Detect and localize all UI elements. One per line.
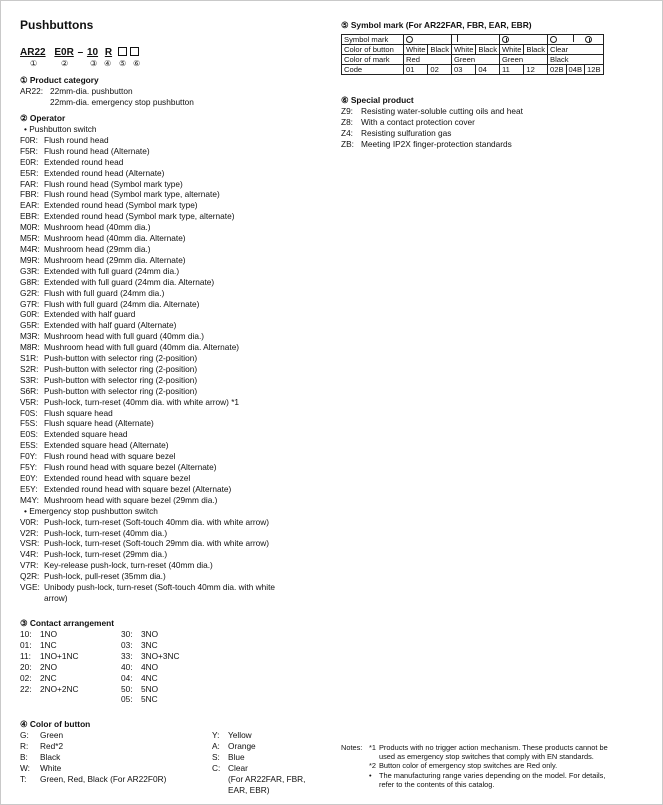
item-key: F5Y: — [20, 462, 38, 473]
operator-item — [20, 386, 340, 397]
item-key: M3R: — [20, 331, 40, 342]
table-cell: Black — [476, 45, 500, 55]
notes — [341, 743, 641, 789]
operator-item — [20, 560, 340, 571]
item-key: F0R: — [20, 134, 38, 145]
table-cell: 01 — [404, 65, 428, 75]
item-key: 03: — [121, 639, 133, 650]
item-value: Flush round head — [44, 134, 109, 145]
item-value: 2NO — [40, 661, 58, 672]
table-cell: Red — [404, 55, 452, 65]
code-box-6 — [130, 47, 139, 56]
item-value: Green, Red, Black (For AR22F0R) — [40, 773, 167, 784]
item-key: FBR: — [20, 189, 39, 200]
item-key: • — [369, 770, 372, 780]
note-item — [369, 771, 608, 780]
operator-item — [20, 571, 340, 582]
item-key — [20, 593, 44, 604]
table-row — [342, 45, 604, 55]
item-key: M8R: — [20, 342, 40, 353]
operator-item — [20, 593, 340, 604]
table-cell: Clear — [548, 45, 604, 55]
table-row — [342, 65, 604, 75]
color-item — [20, 730, 166, 741]
item-value: Flush square head (Alternate) — [44, 418, 154, 429]
item-key: Z8: — [341, 116, 353, 127]
operator-item — [20, 244, 340, 255]
code-num: ① — [30, 59, 38, 68]
item-value: Meeting IP2X finger-protection standards — [361, 138, 512, 149]
item-key: G5R: — [20, 320, 40, 331]
item-value: The manufacturing range varies depending on the model. For details, — [379, 770, 606, 780]
operator-item — [20, 146, 340, 157]
section-product-category — [20, 75, 330, 108]
operator-item — [20, 484, 340, 495]
item-value: Orange — [228, 740, 256, 751]
item-key: VGE: — [20, 582, 40, 593]
code-dash: – — [77, 47, 84, 58]
operator-item — [20, 320, 340, 331]
item-key: F5R: — [20, 145, 38, 156]
note-item — [369, 761, 608, 770]
symbol-cell — [548, 35, 604, 45]
operator-item — [20, 549, 340, 560]
color-item — [212, 741, 305, 752]
section-heading-symbol-mark: ⑤ Symbol mark (For AR22FAR, FBR, EAR, EBR) — [341, 20, 532, 30]
item-key — [212, 785, 228, 796]
contact-item — [121, 662, 180, 673]
item-value: EAR, EBR) — [228, 784, 270, 795]
item-key: ZB: — [341, 138, 354, 149]
item-key: Q2R: — [20, 571, 40, 582]
contact-item — [121, 629, 180, 640]
item-key: FAR: — [20, 178, 39, 189]
table-row — [342, 55, 604, 65]
item-key: W: — [20, 762, 30, 773]
operator-item — [20, 331, 340, 342]
item-key: G: — [20, 730, 29, 740]
item-key — [212, 774, 228, 785]
item-value: Key-release push-lock, turn-reset (40mm dia.) — [44, 560, 213, 571]
item-value: refer to the contents of this catalog. — [379, 779, 495, 789]
operator-item — [20, 168, 340, 179]
item-value: Flush round head with square bezel — [44, 451, 176, 462]
item-value: Extended with full guard (24mm dia.) — [44, 265, 180, 276]
color-item — [212, 785, 305, 796]
item-key: E0R: — [20, 156, 39, 167]
item-key: S1R: — [20, 353, 39, 364]
color-item — [20, 763, 166, 774]
item-value: Mushroom head with full guard (40mm dia. Alternate) — [44, 342, 240, 353]
item-key: M4R: — [20, 243, 40, 254]
item-value: Extended with half guard — [44, 309, 136, 320]
subheading-pushbutton-switch: • Pushbutton switch — [24, 124, 97, 134]
item-value: Push-lock, turn-reset (29mm dia.) — [44, 549, 168, 560]
code-part-4: R — [104, 47, 113, 58]
item-value: Extended round head with square bezel — [44, 473, 191, 483]
item-value: Red*2 — [40, 740, 64, 751]
contact-item — [20, 651, 79, 662]
item-value: 2NC — [40, 672, 57, 683]
item-value: Flush round head (Symbol mark type) — [44, 178, 183, 189]
contact-item — [20, 684, 79, 695]
row-label: Code — [342, 65, 404, 75]
item-key: 10: — [20, 629, 32, 639]
code-part-1: AR22 — [20, 47, 46, 58]
code-num: ④ — [104, 59, 112, 68]
item-key: EBR: — [20, 211, 40, 222]
item-key: F5S: — [20, 418, 38, 429]
contact-item — [121, 651, 180, 662]
item-value: Yellow — [228, 730, 252, 740]
code-numbers — [20, 59, 160, 69]
operator-item — [20, 255, 340, 266]
table-cell: 12B — [585, 65, 604, 75]
section-color-of-button — [20, 719, 340, 800]
item-value: Blue — [228, 751, 245, 762]
section-heading: ④ Color of button — [20, 719, 91, 729]
item-key: M0R: — [20, 222, 40, 233]
item-value: Extended round head — [44, 156, 124, 167]
contact-item — [20, 629, 79, 640]
operator-item — [20, 429, 340, 440]
item-key: V5R: — [20, 396, 39, 407]
operator-item — [20, 266, 340, 277]
item-value: Flush round head (Symbol mark type, alternate) — [44, 189, 220, 200]
item-key: 02: — [20, 672, 32, 683]
item-key: G3R: — [20, 265, 40, 276]
circle-symbol-icon — [406, 36, 413, 43]
operator-item — [20, 375, 340, 386]
row-label: Color of button — [342, 45, 404, 55]
symbol-mark-table — [341, 34, 604, 75]
section-heading: ② Operator — [20, 113, 66, 123]
item-key: S6R: — [20, 385, 39, 396]
operator-item — [20, 277, 340, 288]
item-key: G2R: — [20, 287, 40, 298]
item-value: Push-button with selector ring (2-position) — [44, 353, 198, 364]
item-key — [369, 780, 379, 789]
item-value: 3NC — [141, 639, 158, 650]
contact-item — [121, 640, 180, 651]
item-key: B: — [20, 751, 28, 762]
color-item — [212, 763, 305, 774]
operator-item — [20, 288, 340, 299]
item-key: F0S: — [20, 407, 38, 418]
item-value: Resisting sulfuration gas — [361, 127, 452, 138]
item-value: 2NO+2NC — [40, 683, 79, 694]
item-value: Push-lock, turn-reset (40mm dia. with white arrow) *1 — [44, 396, 240, 407]
item-value: 5NC — [141, 694, 158, 705]
item-value: used as emergency stop switches that comply with EN standards. — [379, 752, 594, 762]
item-key: 40: — [121, 661, 133, 672]
section-heading: ③ Contact arrangement — [20, 618, 115, 628]
item-key — [369, 752, 379, 761]
operator-item — [20, 538, 340, 549]
item-value: 3NO — [141, 629, 159, 639]
code-part-3: 10 — [86, 47, 99, 58]
item-key: E5R: — [20, 167, 39, 178]
operator-item — [20, 179, 340, 190]
model-code — [20, 47, 139, 59]
section-contact-arrangement — [20, 618, 320, 707]
item-key: S: — [212, 751, 220, 762]
item-value: Extended round head (Alternate) — [44, 167, 165, 178]
note-item — [369, 780, 608, 789]
contact-item — [121, 694, 180, 705]
item-key: EAR: — [20, 200, 40, 211]
operator-item — [20, 364, 340, 375]
item-key: 11: — [20, 650, 31, 661]
row-label: Symbol mark — [342, 35, 404, 45]
color-item — [212, 752, 305, 763]
item-value: Clear — [228, 762, 248, 773]
item-key: 05: — [121, 694, 133, 705]
table-row — [342, 35, 604, 45]
code-num: ⑤ — [119, 59, 127, 68]
code-box-5 — [118, 47, 127, 56]
code-num: ⑥ — [133, 59, 141, 68]
table-cell: Black — [524, 45, 548, 55]
table-cell: Black — [428, 45, 452, 55]
item-key: V0R: — [20, 516, 39, 527]
contact-item — [121, 673, 180, 684]
section-heading: ① Product category — [20, 75, 99, 85]
item-value: Extended round head with square bezel (Alternate) — [44, 483, 232, 494]
item-key: C: — [212, 762, 221, 773]
note-item — [369, 743, 608, 752]
operator-item — [20, 189, 340, 200]
item-value: With a contact protection cover — [361, 116, 475, 127]
item-value: 4NO — [141, 661, 159, 672]
item-key: 22: — [20, 683, 32, 694]
item-key: M9R: — [20, 254, 40, 265]
item-value: Extended round head (Symbol mark type) — [44, 200, 198, 211]
item-value: arrow) — [44, 592, 68, 603]
item-value: Flush with full guard (24mm dia.) — [44, 287, 165, 298]
contact-item — [20, 662, 79, 673]
item-value: 1NO+1NC — [40, 650, 79, 661]
item-value: Resisting water-soluble cutting oils and heat — [361, 106, 523, 116]
list-item: 22mm-dia. emergency stop pushbutton — [50, 96, 194, 107]
item-key: 01: — [20, 639, 32, 650]
special-item — [341, 139, 641, 150]
item-key: G8R: — [20, 276, 40, 287]
row-label: Color of mark — [342, 55, 404, 65]
operator-item — [20, 353, 340, 364]
color-item — [20, 741, 166, 752]
item-key: V7R: — [20, 560, 39, 571]
item-value: Mushroom head (29mm dia. Alternate) — [44, 254, 186, 265]
item-key: R: — [20, 740, 29, 751]
color-item — [212, 774, 305, 785]
item-key: 30: — [121, 629, 133, 639]
item-value: Mushroom head (29mm dia.) — [44, 243, 151, 254]
item-value: White — [40, 762, 62, 773]
item-key: Z4: — [341, 127, 353, 138]
operator-item — [20, 462, 340, 473]
operator-item — [20, 495, 340, 506]
color-item — [20, 774, 166, 785]
table-cell: 04B — [566, 65, 585, 75]
item-value: Unibody push-lock, turn-reset (Soft-touch 40mm dia. with white — [44, 582, 276, 593]
operator-item — [20, 233, 340, 244]
item-value: Extended square head — [44, 429, 128, 440]
item-value: Mushroom head (40mm dia.) — [44, 222, 151, 233]
operator-item — [20, 135, 340, 146]
table-cell: 03 — [452, 65, 476, 75]
item-key: G7R: — [20, 298, 40, 309]
item-value: Flush round head with square bezel (Alternate) — [44, 462, 217, 473]
item-key: S2R: — [20, 363, 39, 374]
bar-symbol-icon — [573, 35, 574, 42]
item-key: *2 — [369, 761, 376, 771]
section-heading: ⑥ Special product — [341, 95, 414, 105]
table-cell: 04 — [476, 65, 500, 75]
item-key: E0S: — [20, 429, 38, 440]
item-value: Mushroom head with square bezel (29mm dia.) — [44, 494, 218, 505]
operator-item — [20, 418, 340, 429]
item-value: Push-button with selector ring (2-position) — [44, 385, 198, 396]
item-key: A: — [212, 740, 220, 751]
table-cell: Black — [548, 55, 604, 65]
special-item — [341, 106, 641, 117]
item-value: Push-lock, turn-reset (Soft-touch 40mm dia. with white arrow) — [44, 516, 270, 527]
operator-item — [20, 582, 340, 593]
table-cell: White — [452, 45, 476, 55]
item-key: VSR: — [20, 538, 40, 549]
item-value: 5NO — [141, 683, 159, 694]
item-value: Mushroom head with full guard (40mm dia.) — [44, 331, 205, 342]
item-value: Flush round head (Alternate) — [44, 145, 150, 156]
operator-item — [20, 517, 340, 528]
symbol-cell — [404, 35, 452, 45]
item-value: Button color of emergency stop switches are Red only. — [379, 761, 558, 771]
note-item — [369, 752, 608, 761]
special-item — [341, 117, 641, 128]
operator-item — [20, 211, 340, 222]
item-value: Push-button with selector ring (2-position) — [44, 374, 198, 385]
table-cell: 12 — [524, 65, 548, 75]
power-symbol-icon — [585, 36, 592, 43]
table-cell: White — [404, 45, 428, 55]
item-key: M5R: — [20, 233, 40, 244]
operator-item — [20, 528, 340, 539]
item-value: (For AR22FAR, FBR, — [228, 773, 306, 784]
item-key: V2R: — [20, 527, 39, 538]
contact-item — [20, 673, 79, 684]
item-key: 04: — [121, 672, 133, 683]
circle-symbol-icon — [550, 36, 557, 43]
item-value: Extended square head (Alternate) — [44, 440, 169, 451]
symbol-cell — [500, 35, 548, 45]
item-key: E0Y: — [20, 473, 38, 483]
operator-item — [20, 309, 340, 320]
contact-item — [20, 640, 79, 651]
item-key: 20: — [20, 661, 32, 672]
code-part-2: E0R — [54, 47, 74, 58]
section-special-product — [341, 95, 641, 150]
table-cell: Green — [452, 55, 500, 65]
item-value: Extended with half guard (Alternate) — [44, 320, 177, 331]
item-value: Push-button with selector ring (2-position) — [44, 363, 198, 374]
item-key: G0R: — [20, 309, 40, 320]
subheading-emergency-stop: • Emergency stop pushbutton switch — [24, 505, 158, 516]
operator-item — [20, 342, 340, 353]
item-key: V4R: — [20, 549, 39, 560]
item-key: F0Y: — [20, 451, 38, 462]
operator-item — [20, 200, 340, 211]
code-num: ③ — [90, 59, 98, 68]
notes-label: Notes: — [341, 743, 363, 752]
item-value: Flush with full guard (24mm dia. Alternate) — [44, 298, 200, 309]
operator-item — [20, 440, 340, 451]
table-cell: 02B — [548, 65, 567, 75]
item-value: Push-lock, turn-reset (40mm dia.) — [44, 527, 168, 538]
item-key: M4Y: — [20, 494, 39, 505]
table-cell: Green — [500, 55, 548, 65]
item-key: E5Y: — [20, 483, 38, 494]
special-item — [341, 128, 641, 139]
list-item: AR22: 22mm-dia. pushbutton — [20, 86, 133, 96]
item-value: Push-lock, turn-reset (Soft-touch 29mm dia. with white arrow) — [44, 538, 270, 549]
operator-item — [20, 451, 340, 462]
table-cell: White — [500, 45, 524, 55]
item-value: 1NO — [40, 629, 58, 639]
item-value: 4NC — [141, 672, 158, 683]
item-value: Products with no trigger action mechanism. These products cannot be — [379, 743, 608, 752]
operator-item — [20, 408, 340, 419]
section-operator — [20, 113, 340, 604]
operator-item — [20, 222, 340, 233]
table-cell: 02 — [428, 65, 452, 75]
item-value: Mushroom head (40mm dia. Alternate) — [44, 233, 186, 244]
item-value: Flush square head — [44, 407, 113, 418]
table-cell: 11 — [500, 65, 524, 75]
color-item — [20, 752, 166, 763]
operator-item — [20, 157, 340, 168]
item-key: Z9: — [341, 106, 353, 116]
item-value: Extended round head (Symbol mark type, alternate) — [44, 211, 235, 222]
item-key: T: — [20, 773, 27, 784]
item-value: Black — [40, 751, 61, 762]
item-value: Extended with full guard (24mm dia. Alternate) — [44, 276, 215, 287]
item-value: 3NO+3NC — [141, 650, 180, 661]
item-key: S3R: — [20, 374, 39, 385]
item-value: 1NC — [40, 639, 57, 650]
item-value: Green — [40, 730, 64, 740]
bar-symbol-icon — [457, 35, 458, 42]
item-key: Y: — [212, 730, 220, 740]
power-symbol-icon — [502, 36, 509, 43]
color-item — [212, 730, 305, 741]
symbol-cell — [452, 35, 500, 45]
item-key: 33: — [121, 650, 133, 661]
item-value: Push-lock, pull-reset (35mm dia.) — [44, 571, 166, 582]
item-key: *1 — [369, 743, 376, 752]
page-title: Pushbuttons — [20, 18, 94, 32]
item-key: 50: — [121, 683, 133, 694]
contact-item — [121, 684, 180, 695]
operator-item — [20, 473, 340, 484]
operator-item — [20, 397, 340, 408]
item-key: E5S: — [20, 440, 38, 451]
code-num: ② — [61, 59, 69, 68]
operator-item — [20, 299, 340, 310]
